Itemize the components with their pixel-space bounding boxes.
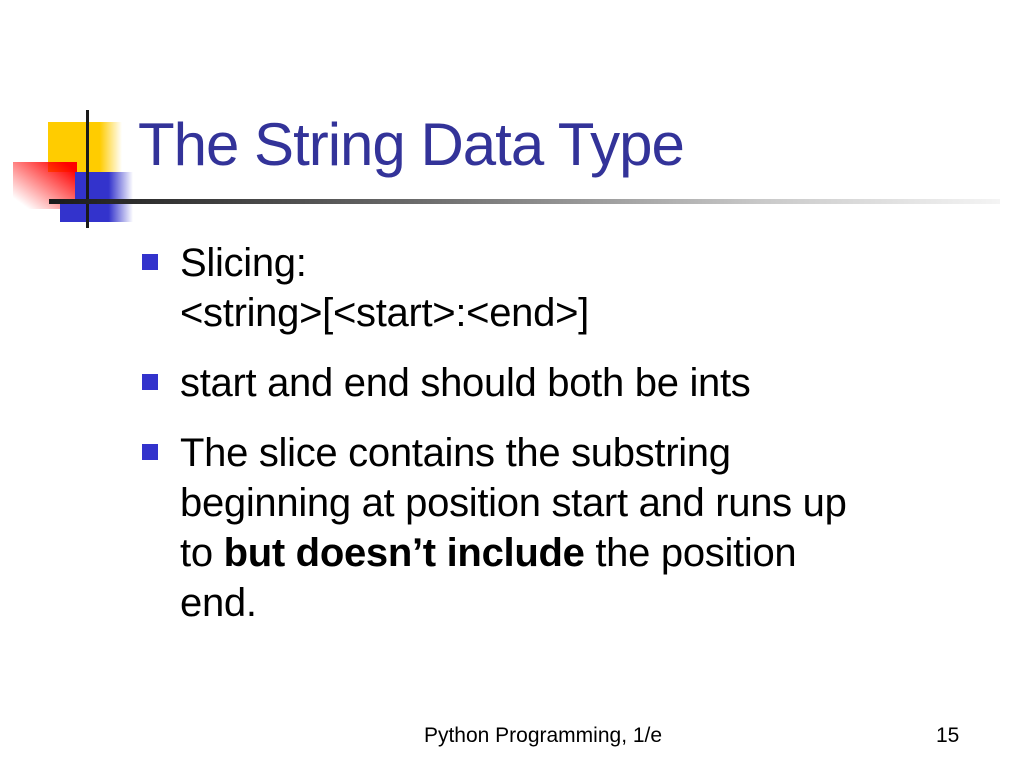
bullet-text-line: The slice contains the substring (180, 431, 731, 475)
decor-blue-square-lower (60, 202, 76, 222)
bullet-square-icon (142, 374, 158, 390)
slide-title: The String Data Type (138, 111, 684, 178)
bullet-list (142, 238, 982, 648)
bullet-item (142, 358, 982, 408)
bullet-square-icon (142, 444, 158, 460)
bullet-text (180, 428, 847, 628)
decor-vertical-line (86, 110, 89, 228)
bullet-square-icon (142, 254, 158, 270)
bullet-item (142, 428, 982, 628)
title-underline-rule (49, 199, 1000, 204)
slide-footer (0, 723, 1024, 749)
bullet-text-line: start and end should both be ints (180, 361, 751, 405)
bullet-text-line: <string>[<start>:<end>] (180, 291, 589, 335)
bullet-text-line: Slicing: (180, 241, 307, 285)
footer-text: Python Programming, 1/e (423, 724, 663, 747)
bullet-text (180, 358, 751, 408)
decor-blue-square (75, 172, 133, 222)
bullet-text-line: beginning at position start and runs up (180, 481, 847, 525)
bullet-text-line: to but doesn’t include the position (180, 531, 797, 575)
bullet-item (142, 238, 982, 338)
page-number: 15 (936, 724, 960, 747)
bullet-text-line: end. (180, 581, 257, 625)
bullet-text (180, 238, 589, 338)
